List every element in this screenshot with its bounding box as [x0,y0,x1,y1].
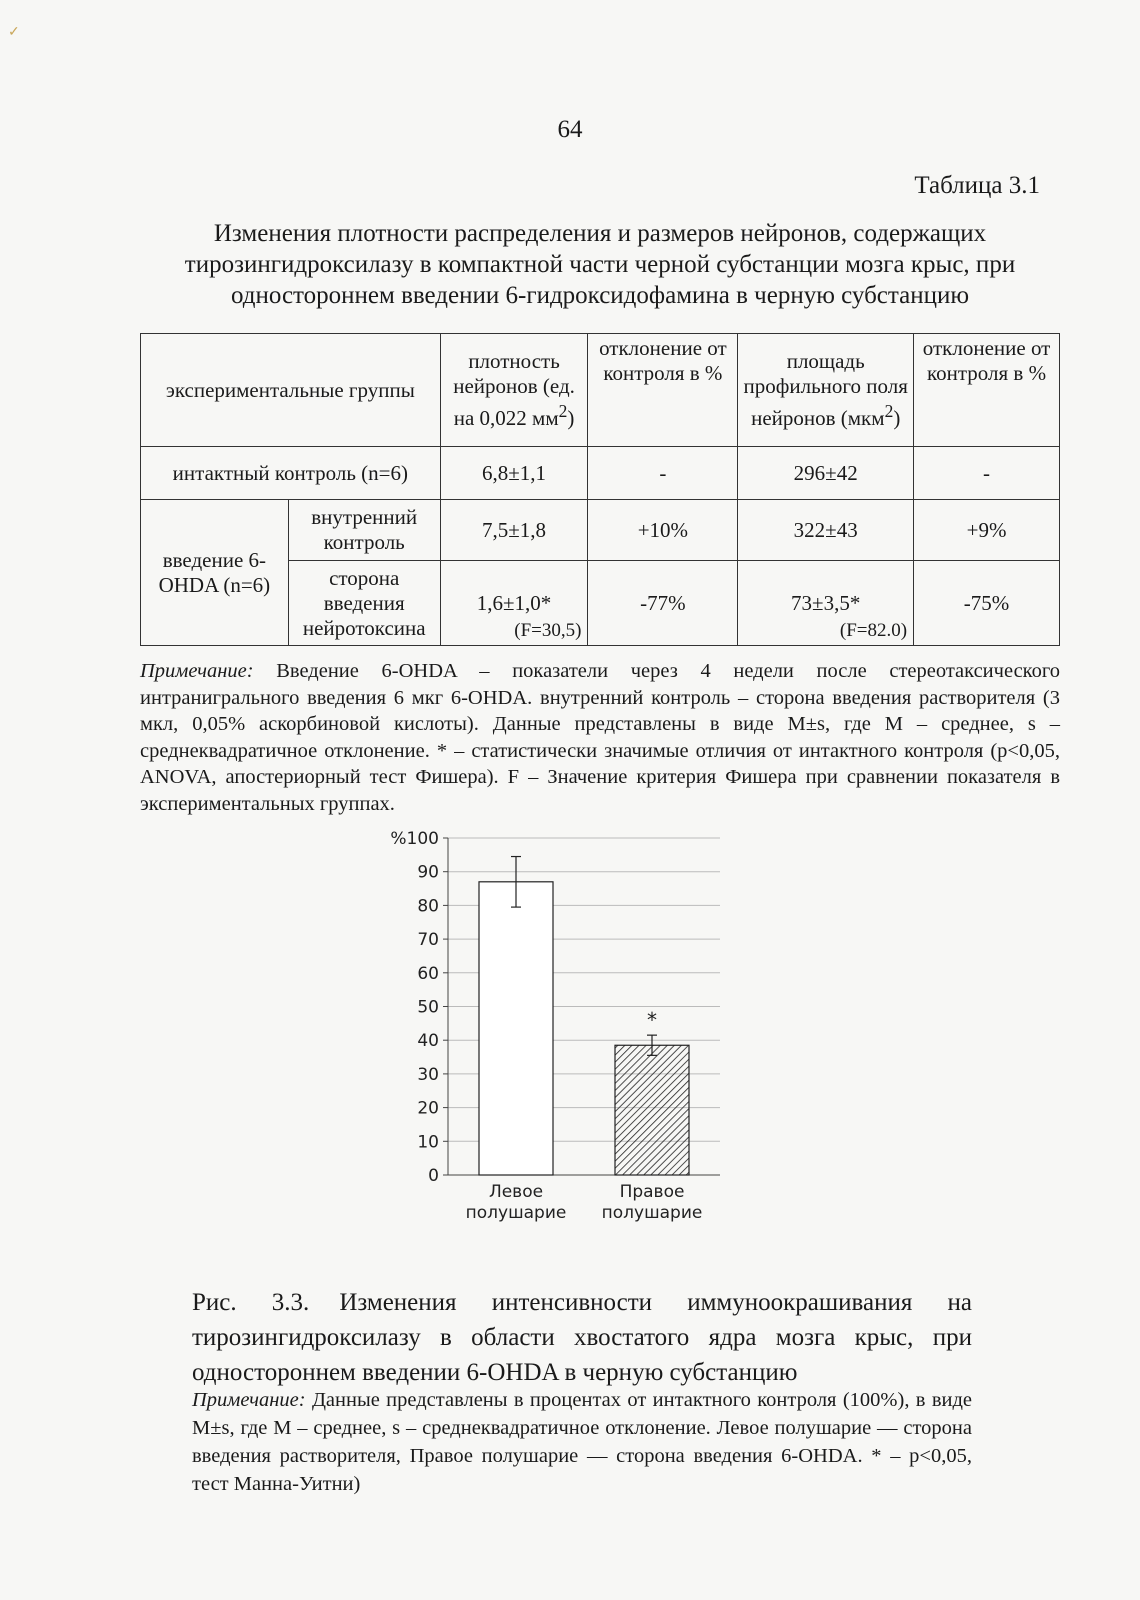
cell-subgroup: внутренний контроль [288,500,440,561]
cell-subgroup: сторона введения нейротоксина [288,561,440,646]
cell-density: 6,8±1,1 [440,447,588,500]
y-tick-label: 40 [417,1031,439,1052]
cell-area: 296±42 [738,447,914,500]
bar-chart [380,830,740,1250]
cell-deviation: -77% [588,561,738,646]
bar [615,1045,689,1175]
cell-area-value: 73±3,5* [791,590,861,615]
cell-area-f: (F=82.0) [839,620,908,641]
bar [479,882,553,1175]
header-deviation-2: отклонение от контроля в % [914,334,1060,447]
y-tick-label: 90 [417,862,439,883]
x-category-label: Правое [619,1182,685,1202]
cell-area [738,561,914,646]
header-groups: экспериментальные группы [141,334,441,447]
cell-group: интактный контроль (n=6) [141,447,441,500]
figure-number: Рис. 3.3. [192,1289,310,1316]
table-row [141,447,1060,500]
data-table [140,333,1060,646]
cell-deviation: - [588,447,738,500]
cell-area: 322±43 [738,500,914,561]
x-category-label: Левое [488,1182,544,1202]
y-tick-label: %100 [390,830,439,849]
y-tick-label: 20 [417,1098,439,1119]
x-category-label: полушарие [601,1203,703,1223]
cell-group: введение 6-OHDA (n=6) [141,500,289,646]
page-number: 64 [557,116,583,143]
significance-marker: * [647,1008,657,1033]
x-category-label: полушарие [465,1203,567,1223]
y-tick-label: 50 [417,997,439,1018]
y-tick-label: 60 [417,963,439,984]
corner-mark: ✓ [8,25,20,40]
cell-density: 7,5±1,8 [440,500,588,561]
header-area: площадь профильного поля нейронов (мкм$^2$) [738,334,914,447]
cell-deviation: +10% [588,500,738,561]
header-deviation-1: отклонение от контроля в % [588,334,738,447]
table-note-text: Введение 6-OHDA – показатели через 4 недели после стереотаксического интранигрального введения 6 мкг 6-OHDA. внутренний контроль – сторона введения растворителя (3 мкл, 0,05% аскорбиновой кислоты). Данные представлены в виде M±s, где M – среднее, s – среднеквадратичное отклонение. * – статистически значимые отличия от интактного контроля (p<0,05, ANOVA, апостериорный тест Фишера). F – Значение критерия Фишера при сравнении показателя в экспериментальных группах. [140,660,1060,815]
figure-note-text: Данные представлены в процентах от интактного контроля (100%), в виде M±s, где M – среднее, s – среднеквадратичное отклонение. Левое полушарие — сторона введения растворителя, Правое полушарие — сторона введения 6-OHDA. * – p<0,05, тест Манна-Уитни) [192,1389,972,1495]
y-tick-label: 30 [417,1064,439,1085]
cell-density-f: (F=30,5) [514,620,582,641]
figure-caption-text: Изменения интенсивности иммуноокрашивания на тирозингидроксилазу в области хвостатого ядра мозга крыс, при одностороннем введении 6-OHDA в черную субстанцию [192,1289,972,1386]
y-tick-label: 70 [417,930,439,951]
table-label: Таблица 3.1 [914,172,1040,199]
table-row [141,500,1060,561]
cell-density-value: 1,6±1,0* [476,590,552,615]
cell-deviation: - [914,447,1060,500]
header-density: плотность нейронов (ед. на 0,022 $мм^2$) [440,334,588,447]
cell-deviation: +9% [914,500,1060,561]
cell-deviation: -75% [914,561,1060,646]
y-tick-label: 0 [428,1166,439,1186]
table-title: Изменения плотности распределения и размеров нейронов, содержащих тирозингидроксилазу в компактной части черной субстанции мозга крыс, при одностороннем введении 6-гидроксидофамина в черную субстанцию [184,220,1016,309]
table-note-label: Примечание: [140,660,254,682]
figure-note [192,1386,972,1498]
table-header-row [141,334,1060,447]
y-tick-label: 10 [417,1132,439,1153]
y-tick-label: 80 [417,896,439,917]
figure-caption [192,1285,972,1390]
cell-density [440,561,588,646]
table-note [140,658,1060,817]
figure-note-label: Примечание: [192,1389,306,1411]
